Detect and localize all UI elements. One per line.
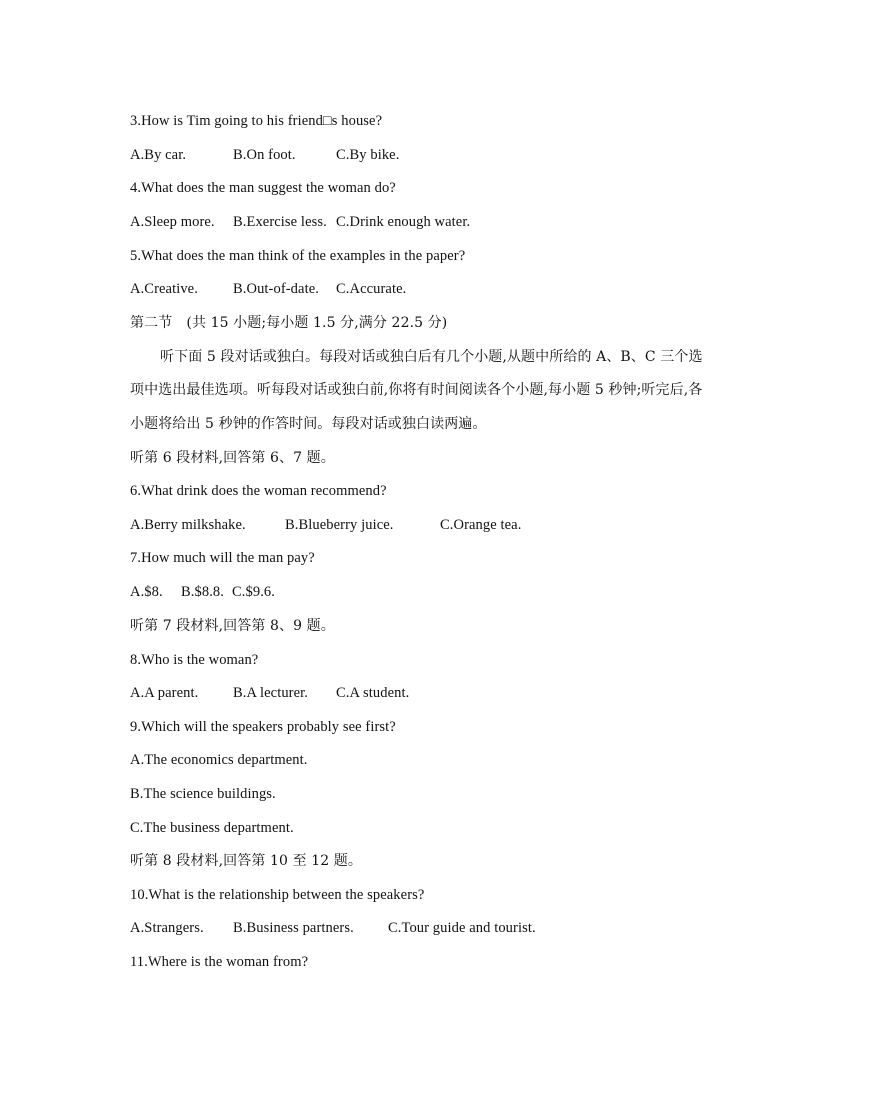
option-b: B.Business partners. [233,920,354,936]
question-7-stem: 7.How much will the man pay? [130,550,315,566]
option-b: B.Blueberry juice. [285,517,394,533]
option-c: C.By bike. [336,147,400,163]
option-a: A.Sleep more. [130,214,215,230]
question-10-stem: 10.What is the relationship between the speakers? [130,887,425,903]
section-instructions-line-1: 听下面 5 段对话或独白。每段对话或独白后有几个小题,从题中所给的 A、B、C 三个选 [160,349,703,365]
option-c: C.Tour guide and tourist. [388,920,536,936]
question-3-stem: 3.How is Tim going to his friend□s house? [130,113,383,129]
section-instructions-line-3: 小题将给出 5 秒钟的作答时间。每段对话或独白读两遍。 [130,416,487,432]
question-9-option-a: A.The economics department. [130,752,308,768]
option-c: C.A student. [336,685,410,701]
question-6-stem: 6.What drink does the woman recommend? [130,483,387,499]
question-9-option-b: B.The science buildings. [130,786,276,802]
option-b: B.Exercise less. [233,214,327,230]
option-c: C.Accurate. [336,281,407,297]
option-c: C.$9.6. [232,584,275,600]
option-a: A.A parent. [130,685,199,701]
question-5-stem: 5.What does the man think of the examples in the paper? [130,248,466,264]
option-b: B.Out-of-date. [233,281,319,297]
question-9-stem: 9.Which will the speakers probably see first? [130,719,396,735]
option-a: A.By car. [130,147,187,163]
section-instructions-line-2: 项中选出最佳选项。听每段对话或独白前,你将有时间阅读各个小题,每小题 5 秒钟;听完后,各 [130,382,703,398]
question-11-stem: 11.Where is the woman from? [130,954,309,970]
option-b: B.$8.8. [181,584,224,600]
option-a: A.Berry milkshake. [130,517,246,533]
passage-6-heading: 听第 6 段材料,回答第 6、7 题。 [130,450,335,466]
option-a: A.Strangers. [130,920,204,936]
passage-7-heading: 听第 7 段材料,回答第 8、9 题。 [130,618,335,634]
question-9-option-c: C.The business department. [130,820,294,836]
question-4-stem: 4.What does the man suggest the woman do? [130,180,396,196]
option-c: C.Orange tea. [440,517,522,533]
question-8-stem: 8.Who is the woman? [130,652,259,668]
option-b: B.A lecturer. [233,685,308,701]
option-a: A.Creative. [130,281,198,297]
passage-8-heading: 听第 8 段材料,回答第 10 至 12 题。 [130,853,362,869]
option-a: A.$8. [130,584,163,600]
option-c: C.Drink enough water. [336,214,471,230]
option-b: B.On foot. [233,147,296,163]
section-heading: 第二节 (共 15 小题;每小题 1.5 分,满分 22.5 分) [130,315,448,331]
